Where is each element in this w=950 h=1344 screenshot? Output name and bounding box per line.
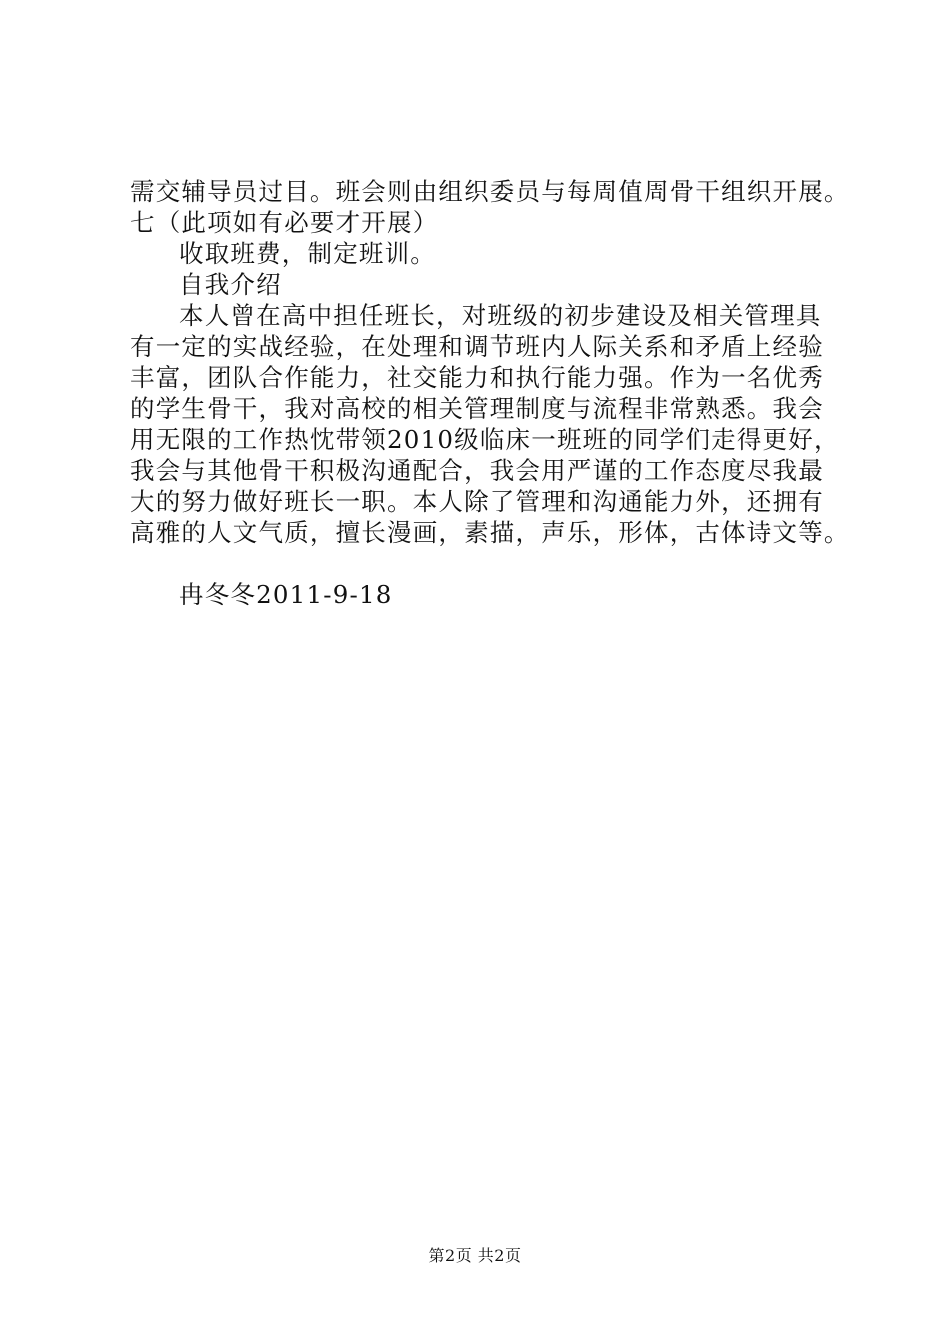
text-line: 有一定的实战经验，在处理和调节班内人际关系和矛盾上经验 xyxy=(130,332,824,361)
text-line: 用无限的工作热忱带领2010级临床一班班的同学们走得更好， xyxy=(130,425,840,454)
page-number: 第2页 共2页 xyxy=(428,1246,522,1265)
document-body xyxy=(130,176,850,610)
spacer xyxy=(130,548,850,579)
text-line: 需交辅导员过目。班会则由组织委员与每周值周骨干组织开展。 xyxy=(130,177,850,206)
text-line: 大的努力做好班长一职。本人除了管理和沟通能力外，还拥有 xyxy=(130,487,824,516)
text-line: 本人曾在高中担任班长，对班级的初步建设及相关管理具 xyxy=(179,301,822,330)
text-line: 高雅的人文气质，擅长漫画，素描，声乐，形体，古体诗文等。 xyxy=(130,518,850,547)
section-heading: 自我介绍 xyxy=(179,270,282,299)
signature: 冉冬冬2011-9-18 xyxy=(179,580,393,609)
text-line: 的学生骨干，我对高校的相关管理制度与流程非常熟悉。我会 xyxy=(130,394,824,423)
section-heading: 七（此项如有必要才开展） xyxy=(130,208,439,237)
text-line: 收取班费，制定班训。 xyxy=(179,239,436,268)
text-line: 我会与其他骨干积极沟通配合，我会用严谨的工作态度尽我最 xyxy=(130,456,824,485)
text-line: 丰富，团队合作能力，社交能力和执行能力强。作为一名优秀 xyxy=(130,363,824,392)
